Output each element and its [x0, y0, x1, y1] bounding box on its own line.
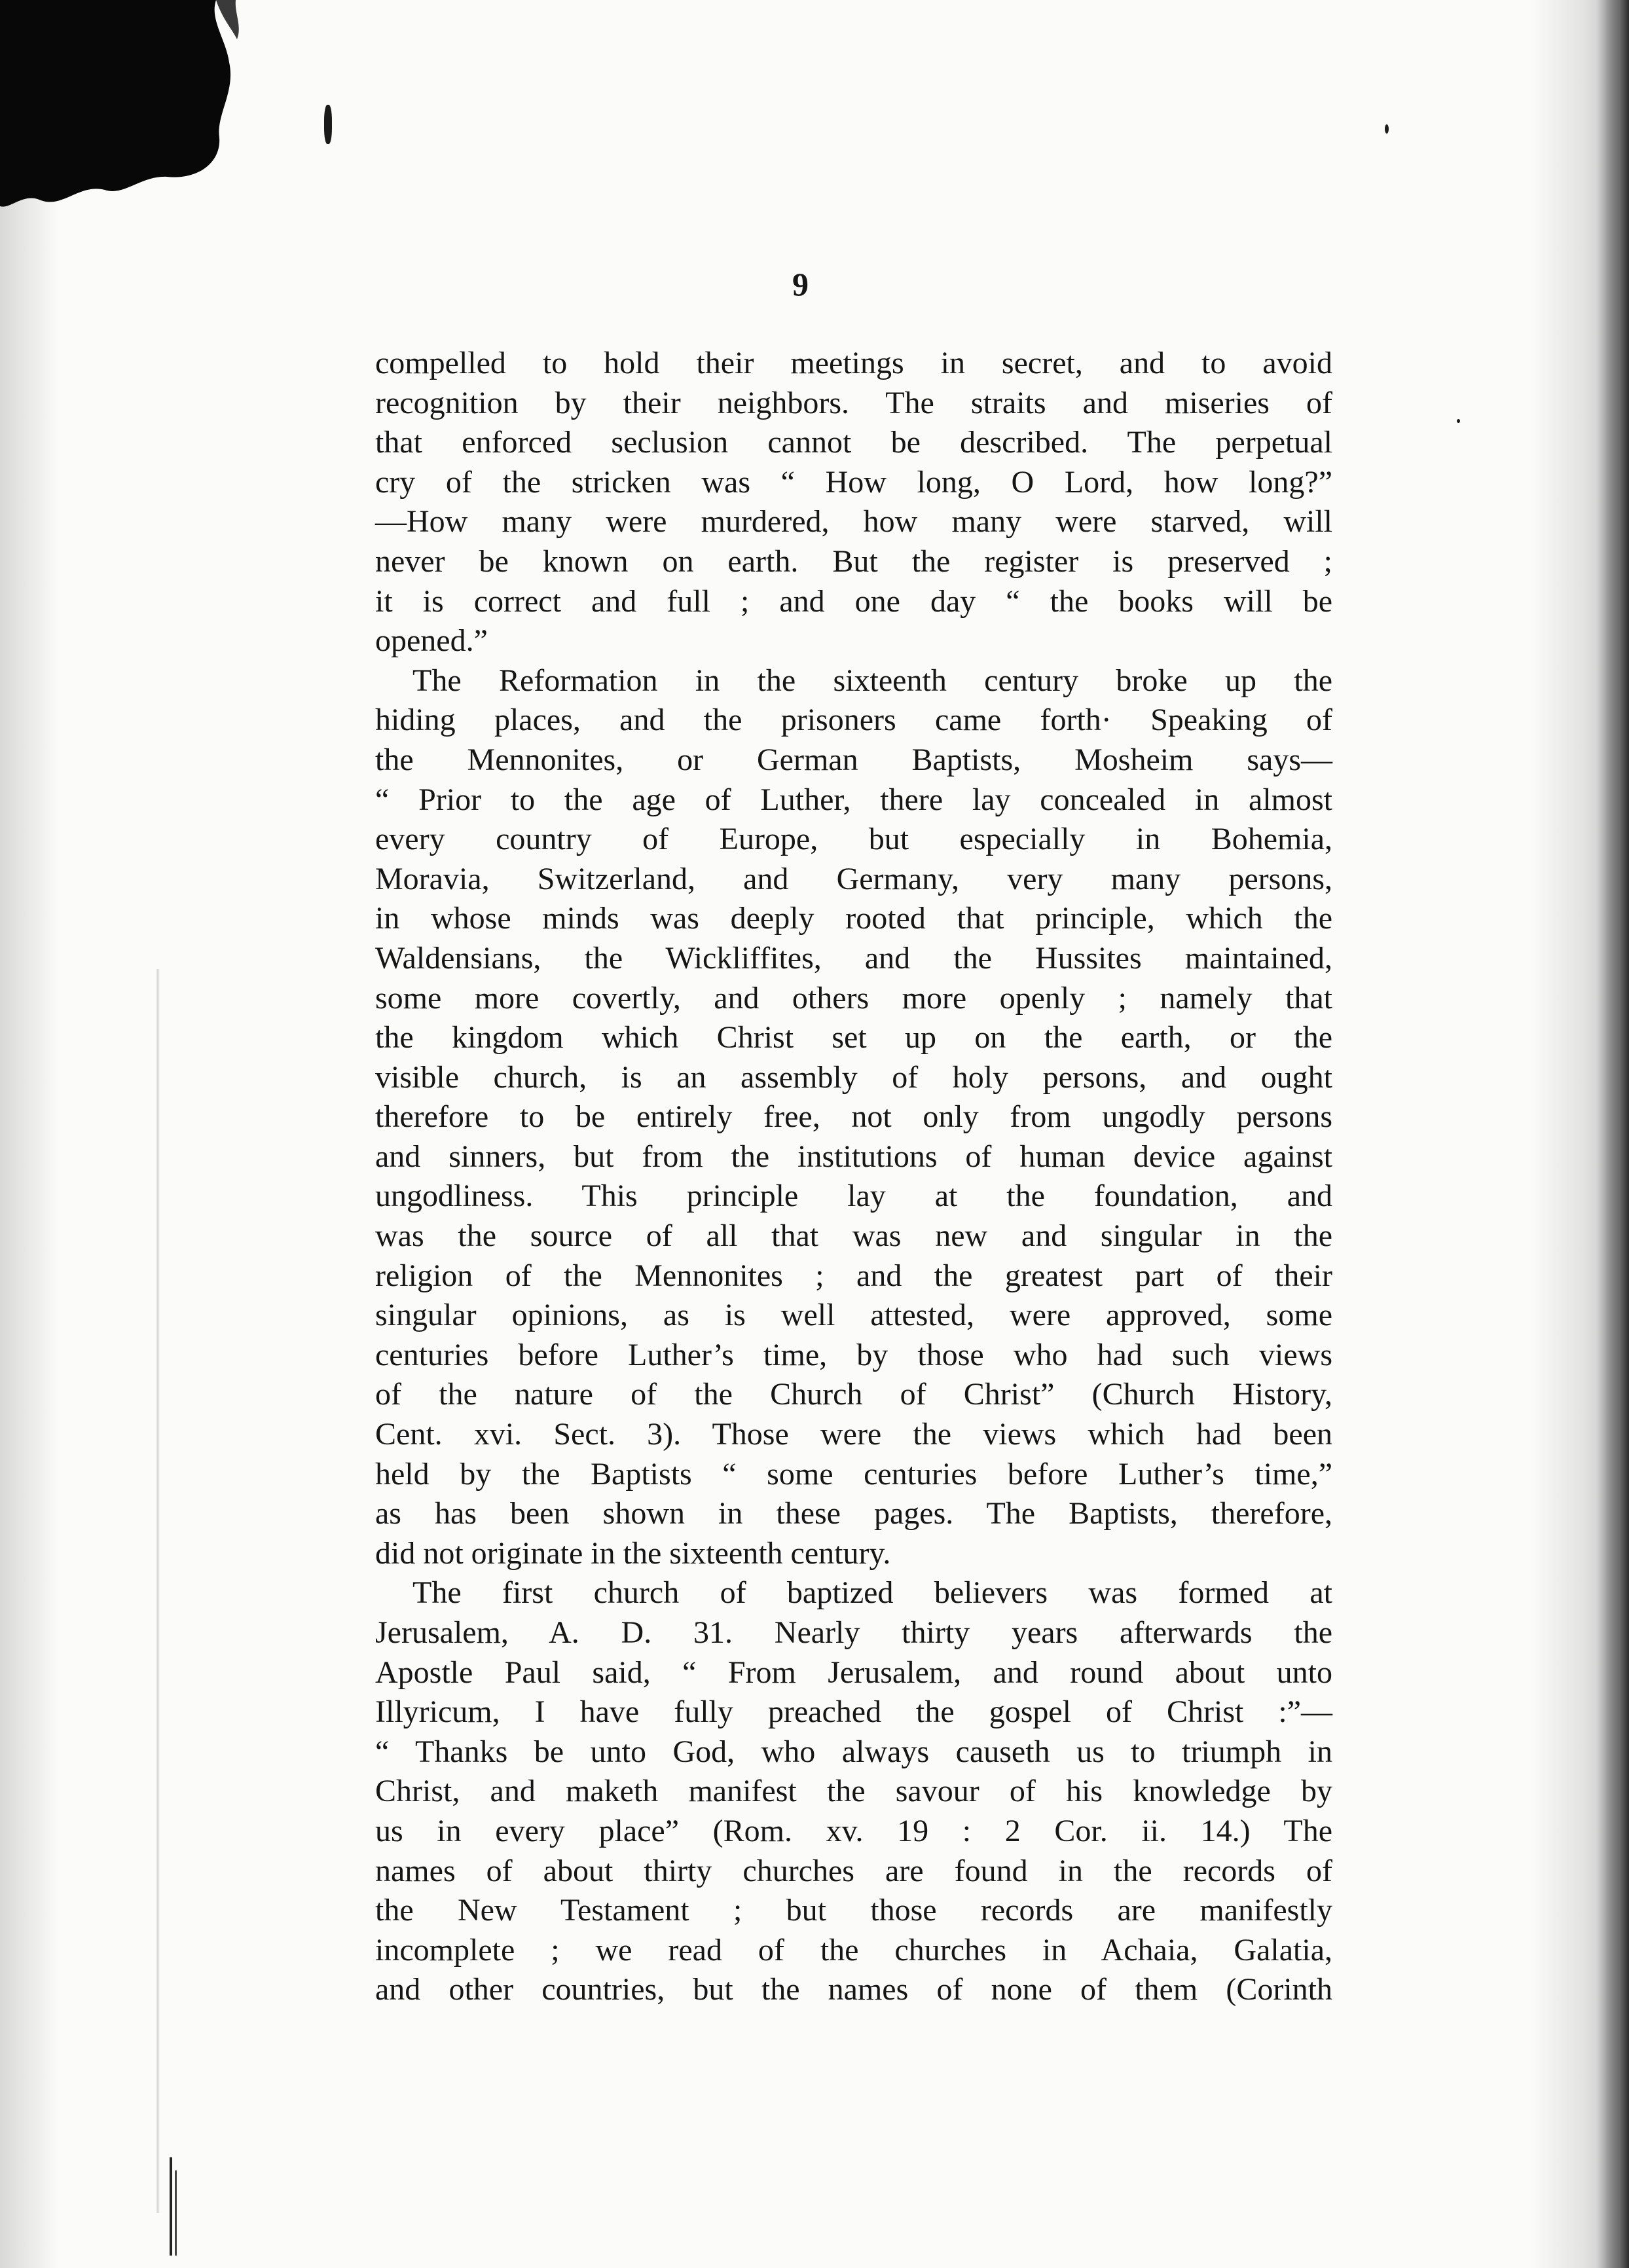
text-line: Moravia, Switzerland, and Germany, very many persons,: [375, 861, 1332, 896]
ink-speck: [324, 105, 332, 144]
text-line: did not originate in the sixteenth century.: [375, 1535, 891, 1571]
text-line: compelled to hold their meetings in secret, and to avoid: [375, 346, 1332, 380]
text-line: and other countries, but the names of none of them (Corinth: [375, 1972, 1332, 2007]
text-line: that enforced seclusion cannot be described. The perpetual: [375, 425, 1332, 460]
page-fold-line: [156, 969, 160, 2213]
text-line: Christ, and maketh manifest the savour of his knowledge by: [375, 1774, 1332, 1809]
text-line: —How many were murdered, how many were starved, will: [375, 504, 1332, 540]
text-line: therefore to be entirely free, not only from ungodly persons: [375, 1099, 1332, 1135]
text-line: incomplete ; we read of the churches in Achaia, Galatia,: [375, 1932, 1332, 1967]
text-line: “ Prior to the age of Luther, there lay concealed in almost: [375, 782, 1332, 817]
page-number: 9: [792, 266, 809, 302]
text-line: hiding places, and the prisoners came forth· Speaking of: [375, 703, 1332, 738]
text-line: ungodliness. This principle lay at the foundation, and: [375, 1179, 1332, 1214]
text-line: some more covertly, and others more openly ; namely that: [375, 980, 1332, 1015]
text-line: it is correct and full ; and one day “ the books will be: [375, 583, 1332, 619]
ink-speck: [1457, 419, 1460, 423]
text-line: the New Testament ; but those records are manifestly: [375, 1893, 1332, 1928]
text-line: every country of Europe, but especially in Bohemia,: [375, 822, 1332, 857]
text-line: The Reformation in the sixteenth century broke up the: [412, 663, 1332, 698]
text-line: Cent. xvi. Sect. 3). Those were the views which had been: [375, 1417, 1332, 1452]
text-line: as has been shown in these pages. The Baptists, therefore,: [375, 1496, 1332, 1531]
text-line: of the nature of the Church of Christ” (Church History,: [375, 1377, 1332, 1412]
body-text: [375, 344, 1332, 2010]
text-line: was the source of all that was new and singular in the: [375, 1218, 1332, 1254]
text-line: never be known on earth. But the register is preserved ;: [375, 543, 1332, 579]
text-line: centuries before Luther’s time, by those who had such views: [375, 1337, 1332, 1372]
text-line: “ Thanks be unto God, who always causeth us to triumph in: [375, 1734, 1332, 1769]
text-line: recognition by their neighbors. The straits and miseries of: [375, 385, 1332, 420]
text-line: Waldensians, the Wickliffites, and the Hussites maintained,: [375, 940, 1332, 976]
text-line: Apostle Paul said, “ From Jerusalem, and round about unto: [375, 1655, 1332, 1690]
corner-damage-stain: [0, 0, 275, 236]
text-line: visible church, is an assembly of holy persons, and ought: [375, 1059, 1332, 1095]
text-line: religion of the Mennonites ; and the greatest part of their: [375, 1258, 1332, 1293]
text-line: us in every place” (Rom. xv. 19 : 2 Cor. ii. 14.) The: [375, 1813, 1332, 1848]
ink-speck: [1385, 124, 1389, 134]
text-line: and sinners, but from the institutions of human device against: [375, 1139, 1332, 1174]
text-line: opened.”: [375, 623, 488, 659]
text-line: names of about thirty churches are found in the records of: [375, 1853, 1332, 1888]
text-line: Jerusalem, A. D. 31. Nearly thirty years afterwards the: [375, 1615, 1332, 1650]
bottom-edge-mark: [167, 2157, 180, 2256]
text-line: held by the Baptists “ some centuries before Luther’s time,”: [375, 1456, 1332, 1491]
binding-edge-shadow: [1583, 0, 1629, 2268]
text-line: the kingdom which Christ set up on the earth, or the: [375, 1020, 1332, 1055]
text-line: The first church of baptized believers was formed at: [412, 1575, 1332, 1611]
text-line: the Mennonites, or German Baptists, Mosheim says—: [375, 742, 1332, 777]
text-line: cry of the stricken was “ How long, O Lord, how long?”: [375, 464, 1332, 500]
text-line: in whose minds was deeply rooted that principle, which the: [375, 901, 1332, 936]
text-line: Illyricum, I have fully preached the gospel of Christ :”—: [375, 1694, 1332, 1730]
text-line: singular opinions, as is well attested, were approved, some: [375, 1298, 1332, 1333]
